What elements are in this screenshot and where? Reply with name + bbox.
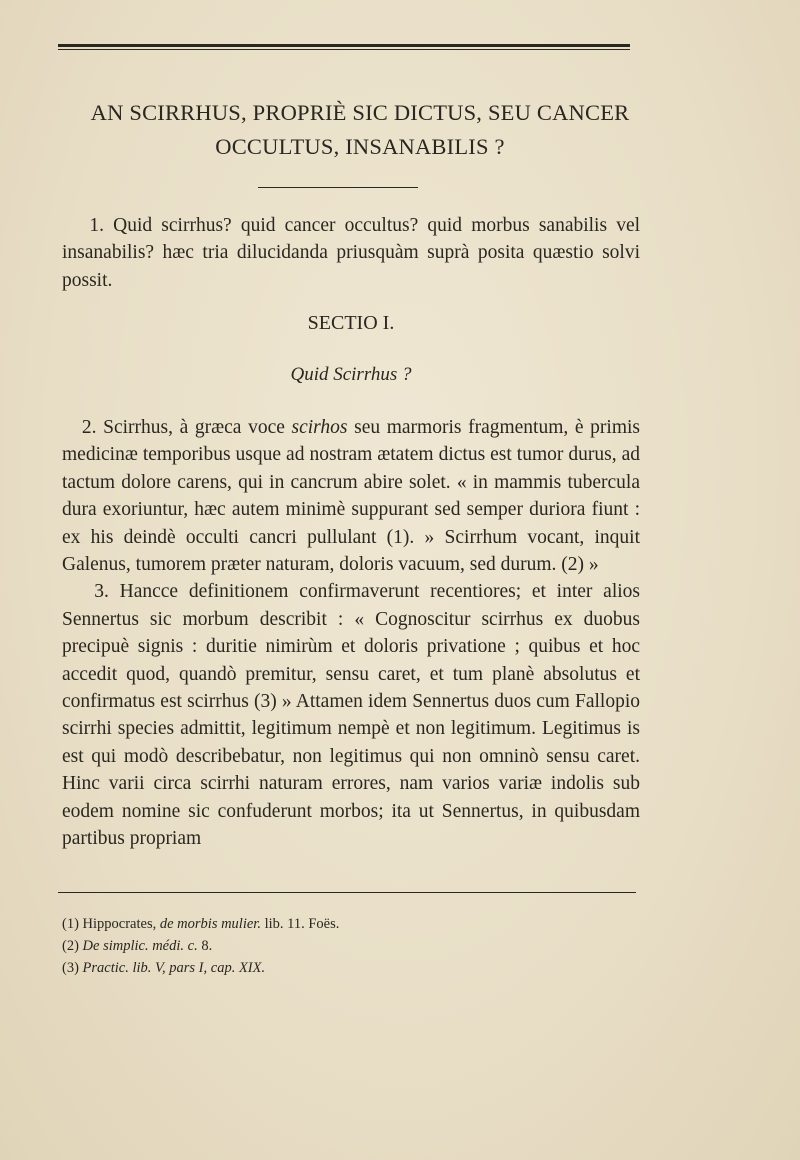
footnote-mark: (2) — [62, 938, 79, 954]
footnote-text: lib. 11. Foës. — [260, 916, 340, 932]
paragraph-text: Scirrhus, à græca voce — [103, 417, 292, 438]
footnote — [62, 957, 640, 979]
title-line-1: AN SCIRRHUS, PROPRIÈ SIC DICTUS, SEU CANCER — [90, 100, 630, 125]
footnotes — [62, 913, 640, 979]
footnote-text: Hippocrates, — [82, 916, 160, 932]
footnote-rule — [58, 892, 636, 893]
footnote — [62, 913, 640, 935]
paragraph-text: Quid scirrhus? quid cancer occultus? quid morbus sanabilis vel insanabilis? hæc tria dilucidanda priusquàm suprà posita quæstio solvi possit. — [62, 215, 641, 291]
header-rule — [58, 44, 630, 50]
greek-term: scirhos — [291, 417, 348, 438]
intro-paragraph — [62, 212, 640, 294]
section-subheading: Quid Scirrhus ? — [290, 364, 412, 385]
section-heading: SECTIO I. — [307, 312, 395, 334]
footnote — [62, 935, 640, 957]
footnote-mark: (3) — [62, 960, 79, 976]
footnote-mark: (1) — [62, 916, 79, 932]
paragraph-number: 3. — [94, 581, 109, 603]
body-paragraphs — [62, 414, 640, 853]
paragraph-number: 1. — [89, 215, 105, 236]
paragraph-text: Hancce definitionem confirmaverunt recentiores; et inter alios Sennertus sic morbum describit : « Cognoscitur scirrhus ex duobus precipuè signis : duritie nimirùm et doloris privatione ; quibus et hoc accedit quod, quandò premitur, sensu caret, et tum planè absolutus et confirmatus est scirrhus (3) » Attamen idem Sennertus duos cum Fallopio scirrhi species admittit, legitimum nempè et non legitimum. Legitimus is est qui modò describebatur, non legitimus qui non omninò sensu caret. Hinc varii circa scirrhi naturam errores, nam varios variæ indolis sub eodem nomine sic confuderunt morbos; ita ut Sennertus, in quibusdam partibus propriam — [62, 581, 640, 850]
paragraph-text: seu marmoris fragmentum, è primis medicinæ temporibus usque ad nostram ætatem dictus est tumor durus, ad tactum dolore carens, qui in cancrum abire solet. « in mammis tubercula dura exoriuntur, hæc autem minimè suppurant sed semper duriora fiunt : ex his deindè occulti cancri pullulant (1). » Scirrhum vocant, inquit Galenus, tumorem præter naturam, doloris vacuum, sed durum. (2) » — [62, 417, 640, 576]
paragraph-number: 2. — [81, 417, 97, 438]
paragraph-2 — [62, 414, 640, 578]
footnote-title: Practic. lib. V, pars I, cap. XIX. — [82, 960, 266, 976]
title-line-2: OCCULTUS, INSANABILIS ? — [215, 134, 505, 159]
paragraph-3 — [62, 578, 640, 852]
title-divider — [258, 187, 418, 188]
footnote-title: de morbis mulier. — [159, 916, 261, 932]
page-title — [40, 96, 680, 164]
footnote-title: De simplic. médi. c. — [82, 938, 198, 954]
footnote-text: 8. — [197, 938, 213, 954]
